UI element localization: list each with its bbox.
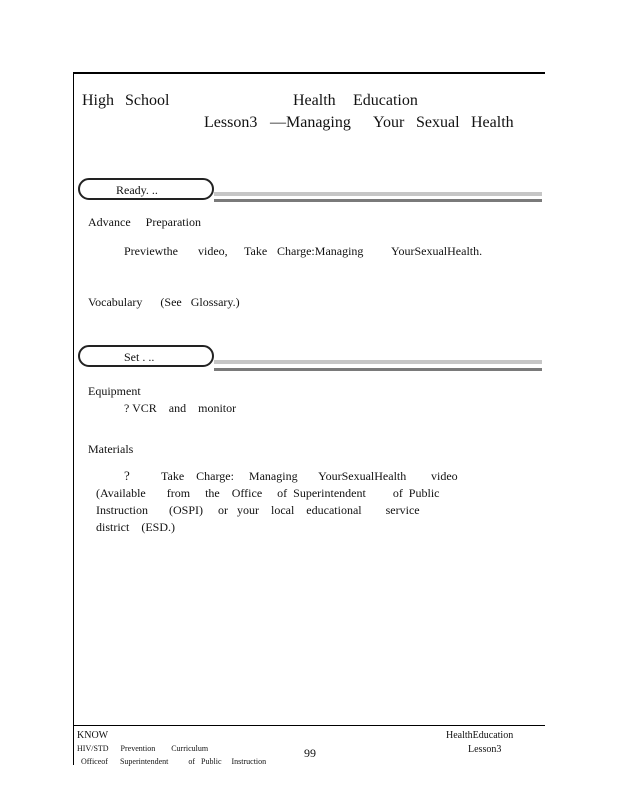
materials-line-2: (Available from the Office of Superintendent of Public — [96, 486, 440, 500]
preview-word-5: YourSexualHealth. — [391, 244, 483, 258]
ready-bar-dark — [214, 199, 542, 202]
page-left-rule — [73, 72, 74, 765]
header-your: Your — [373, 114, 405, 131]
materials-line-4: district (ESD.) — [96, 520, 175, 534]
page-top-rule — [73, 72, 545, 74]
materials-line-1-video: video — [431, 469, 458, 483]
footer-health-education: HealthEducation — [446, 730, 514, 741]
footer-curriculum: HIV/STD Prevention Curriculum — [77, 744, 209, 753]
page-number: 99 — [304, 746, 316, 760]
ready-pill — [78, 178, 214, 200]
header-health: Health — [471, 114, 514, 131]
header-sexual: Sexual — [416, 114, 460, 131]
materials-line-1: Take Charge: Managing YourSexualHealth — [161, 469, 407, 483]
ready-pill-label: Ready. .. — [116, 183, 158, 197]
set-bar-dark — [214, 368, 542, 371]
footer-lesson: Lesson3 — [468, 744, 502, 755]
header-left-school: School — [125, 92, 170, 109]
set-pill-label: Set . .. — [124, 350, 155, 364]
preview-word-3: Take — [244, 244, 268, 258]
materials-line-3: Instruction (OSPI) or your local educational service — [96, 503, 420, 517]
header-left-high: High — [82, 92, 114, 109]
header-center-health: Health — [293, 92, 336, 109]
advance-preparation-heading: Advance Preparation — [88, 215, 201, 229]
vocabulary-line: Vocabulary (See Glossary.) — [88, 295, 240, 309]
preview-word-2: video, — [198, 244, 228, 258]
footer-office: Officeof Superintendent of Public Instruction — [81, 757, 267, 766]
set-pill — [78, 345, 214, 367]
materials-bullet: ? — [124, 468, 130, 483]
preview-word-4: Charge:Managing — [277, 244, 364, 258]
preview-word-1: Previewthe — [124, 244, 178, 258]
header-center-education: Education — [353, 92, 418, 109]
equipment-heading: Equipment — [88, 384, 141, 398]
ready-bar-light — [214, 192, 542, 196]
footer-rule — [73, 725, 545, 726]
materials-heading: Materials — [88, 442, 134, 456]
footer-know: KNOW — [77, 730, 109, 741]
set-bar-light — [214, 360, 542, 364]
header-managing: —Managing — [270, 114, 351, 131]
header-lesson: Lesson3 — [204, 114, 258, 131]
equipment-item: ? VCR and monitor — [124, 401, 237, 415]
